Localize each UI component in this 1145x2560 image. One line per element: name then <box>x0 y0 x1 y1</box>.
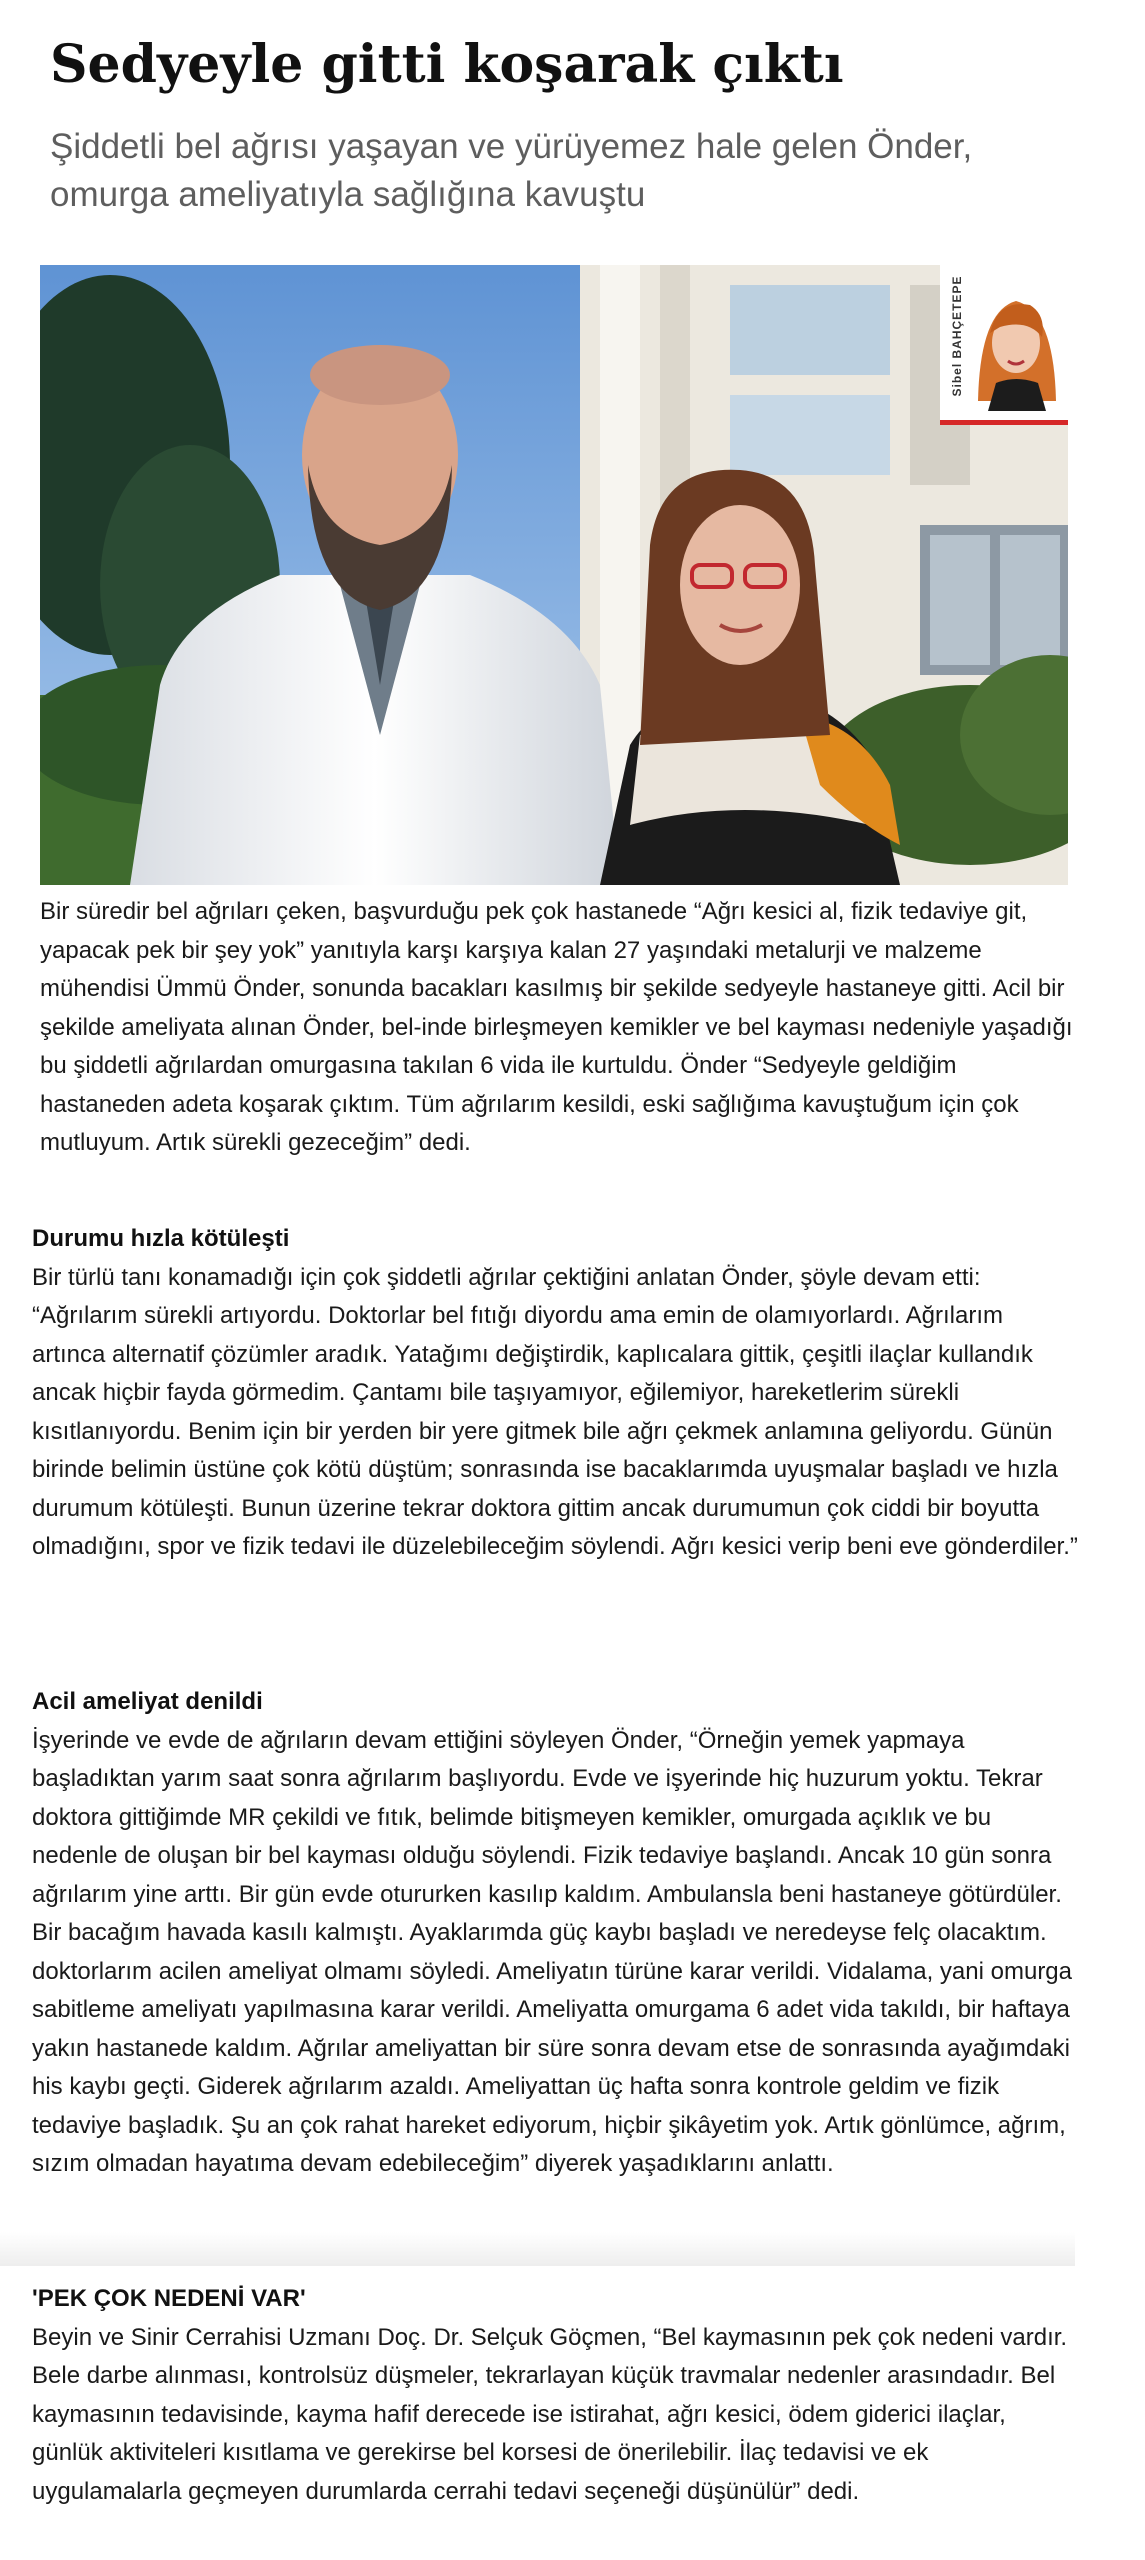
section-heading: 'PEK ÇOK NEDENİ VAR' <box>32 2285 306 2312</box>
article-photo <box>40 265 1068 885</box>
section-divider <box>0 2232 1075 2266</box>
author-name: Sibel BAHÇETEPE <box>950 275 964 397</box>
section-paragraph: Bir türlü tanı konamadığı için çok şiddetli ağrılar çektiğini anlatan Önder, şöyle devam etti: <box>32 1263 981 1291</box>
article-intro: Bir süredir bel ağrıları çeken, başvurduğu pek çok hastanede “Ağrı kesici al, fizik tedaviye git, yapacak pek bir şey yok” yanıtıyla karşı karşıya kalan 27 yaşındaki metalurji ve malzeme mühendisi Ümmü Önder, sonunda bacakları kasılmış bir şekilde sedyeyle hastaneye gitti. Acil bir şekilde ameliyata alınan Önder, bel-inde birleşmeyen kemikler ve bel kayması nedeniyle yaşadığı bu şiddetli ağrılardan omurgasına takılan 6 vida ile kurtuldu. Önder “Sedyeyle geldiğim hastaneden adeta koşarak çıktım. Tüm ağrılarım kesildi, eski sağlığıma kavuştuğum için çok mutluyum. Artık sürekli gezeceğim” dedi. <box>40 898 1073 1156</box>
article-headline: Sedyeyle gitti koşarak çıktı <box>50 34 844 95</box>
section-paragraph: Beyin ve Sinir Cerrahisi Uzmanı Doç. Dr. Selçuk Göçmen, “Bel kaymasının pek çok nedeni vardır. Bele darbe alınması, kontrolsüz düşmeler, tekrarlayan küçük travmalar nedenler arasındadır. Bel kaymasının tedavisinde, kayma hafif derecede ise istirahat, ağrı kesici, ödem giderici ilaçlar, günlük aktiviteleri kısıtlama ve gerekirse bel korsesi de önerilebilir. İlaç tedavisi ve ek uygulamalarla geçmeyen durumlarda cerrahi tedavi seçeneği düşünülür” dedi. <box>32 2323 1068 2505</box>
section-pek-cok-nedeni-var <box>32 2280 1082 2511</box>
author-badge <box>940 265 1068 425</box>
author-portrait <box>968 271 1064 411</box>
section-paragraph: İşyerinde ve evde de ağrıların devam ettiğini söyleyen Önder, “Örneğin yemek yapmaya başladıktan yarım saat sonra ağrılarım başlıyordu. Evde ve işyerinde hiç huzurum yoktu. Tekrar doktora gittiğimde MR çekildi ve fıtık, belimde bitişmeyen kemikler, omurgada açıklık ve bu nedenle de oluşan bir bel kayması olduğu söylendi. Fizik tedaviye başlandı. Ancak 10 gün sonra ağrılarım yine arttı. Bir gün evde otururken kasılıp kaldım. Ambulansla beni hastaneye götürdüler. Bir bacağım havada kasılı kalmıştı. Ayaklarımda güç kaybı başladı ve neredeyse felç olacaktım. doktorlarım acilen ameliyat olmamı söyledi. Ameliyatın türüne karar verildi. Vidalama, yani omurga sabitleme ameliyatı yapılmasına karar verildi. Ameliyatta omurgama 6 adet vida takıldı, bir haftaya yakın hastanede kaldım. Ağrılar ameliyattan bir süre sonra devam etse de sonrasında ayağımdaki his kaybı geçti. Giderek ağrılarım azaldı. Ameliyattan üç hafta sonra kontrole geldim ve fizik tedaviye başladık. Şu an çok rahat hareket ediyorum, hiçbir şikâyetim yok. Artık gönlümce, ağrım, sızım olmadan hayatıma devam edebileceğim” diyerek yaşadıklarını anlattı. <box>32 1726 1073 2177</box>
section-acil-ameliyat-denildi <box>32 1683 1082 2184</box>
section-paragraph: “Ağrılarım sürekli artıyordu. Doktorlar bel fıtığı diyordu ama emin de olamıyorlardı. Ağrılarım artınca alternatif çözümler aradık. Yatağımı değiştirdik, kaplıcalara gittik, çeşitli ilaçlar kullandık ancak hiçbir fayda görmedim. Çantamı bile taşıyamıyor, eğilemiyor, hareketlerim sürekli kısıtlanıyordu. Benim için bir yerden bir yere gitmek bile ağrı çekmek anlamına geliyordu. Günün birinde belimin üstüne çok kötü düştüm; sonrasında ise bacaklarımda uyuşmalar başladı ve hızla durumum kötüleşti. Bunun üzerine tekrar doktora gittim ancak durumumun çok ciddi bir boyutta olmadığını, spor ve fizik tedavi ile düzelebileceğim söylendi. Ağrı kesici verip beni eve gönderdiler.” <box>32 1302 1078 1560</box>
section-heading: Acil ameliyat denildi <box>32 1688 263 1715</box>
section-heading: Durumu hızla kötüleşti <box>32 1225 290 1252</box>
section-durumu-hizla-kotulesti <box>32 1220 1082 1567</box>
article-subtitle: Şiddetli bel ağrısı yaşayan ve yürüyemez hale gelen Önder, omurga ameliyatıyla sağlığına kavuştu <box>50 127 973 214</box>
photo-illustration <box>40 265 1068 885</box>
